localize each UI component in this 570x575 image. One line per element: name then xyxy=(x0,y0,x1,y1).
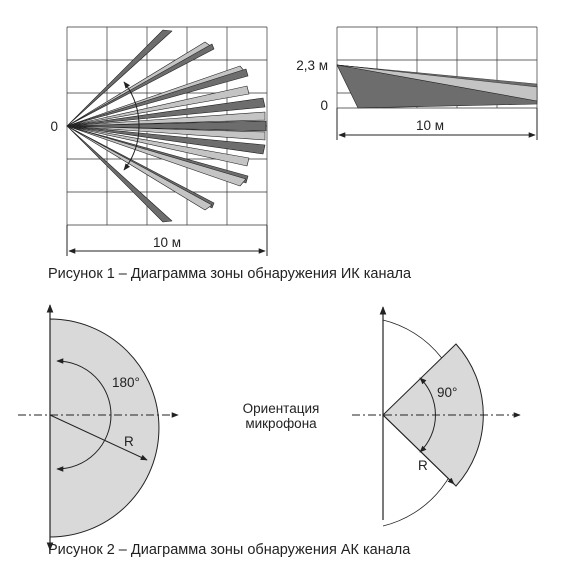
zero-label: 0 xyxy=(320,98,328,113)
height-label: 2,3 м xyxy=(296,58,328,73)
angle-label-180: 180° xyxy=(112,375,140,390)
mic-orientation-line1: Ориентация xyxy=(242,401,320,416)
origin-label: 0 xyxy=(50,119,58,134)
mic-orientation-line2: микрофона xyxy=(245,416,317,431)
radius-label-90: R xyxy=(418,458,428,473)
pir-side-view xyxy=(296,27,537,140)
figure1-caption: Рисунок 1 – Диаграмма зоны обнаружения ИК канала xyxy=(48,266,412,282)
width-dimension xyxy=(67,225,267,256)
length-label: 10 м xyxy=(415,118,445,133)
width-label: 10 м xyxy=(152,235,182,250)
pir-top-view xyxy=(50,27,267,256)
figure2-caption: Рисунок 2 – Диаграмма зоны обнаружения АК канала xyxy=(48,542,411,558)
radius-label-180: R xyxy=(124,434,134,449)
angle-label-90: 90° xyxy=(437,385,458,400)
zone-180-fill xyxy=(50,319,159,537)
ak-zone-90 xyxy=(352,307,520,526)
length-dimension xyxy=(337,108,537,140)
ak-zone-180 xyxy=(18,305,178,550)
pir-beams xyxy=(67,30,266,222)
